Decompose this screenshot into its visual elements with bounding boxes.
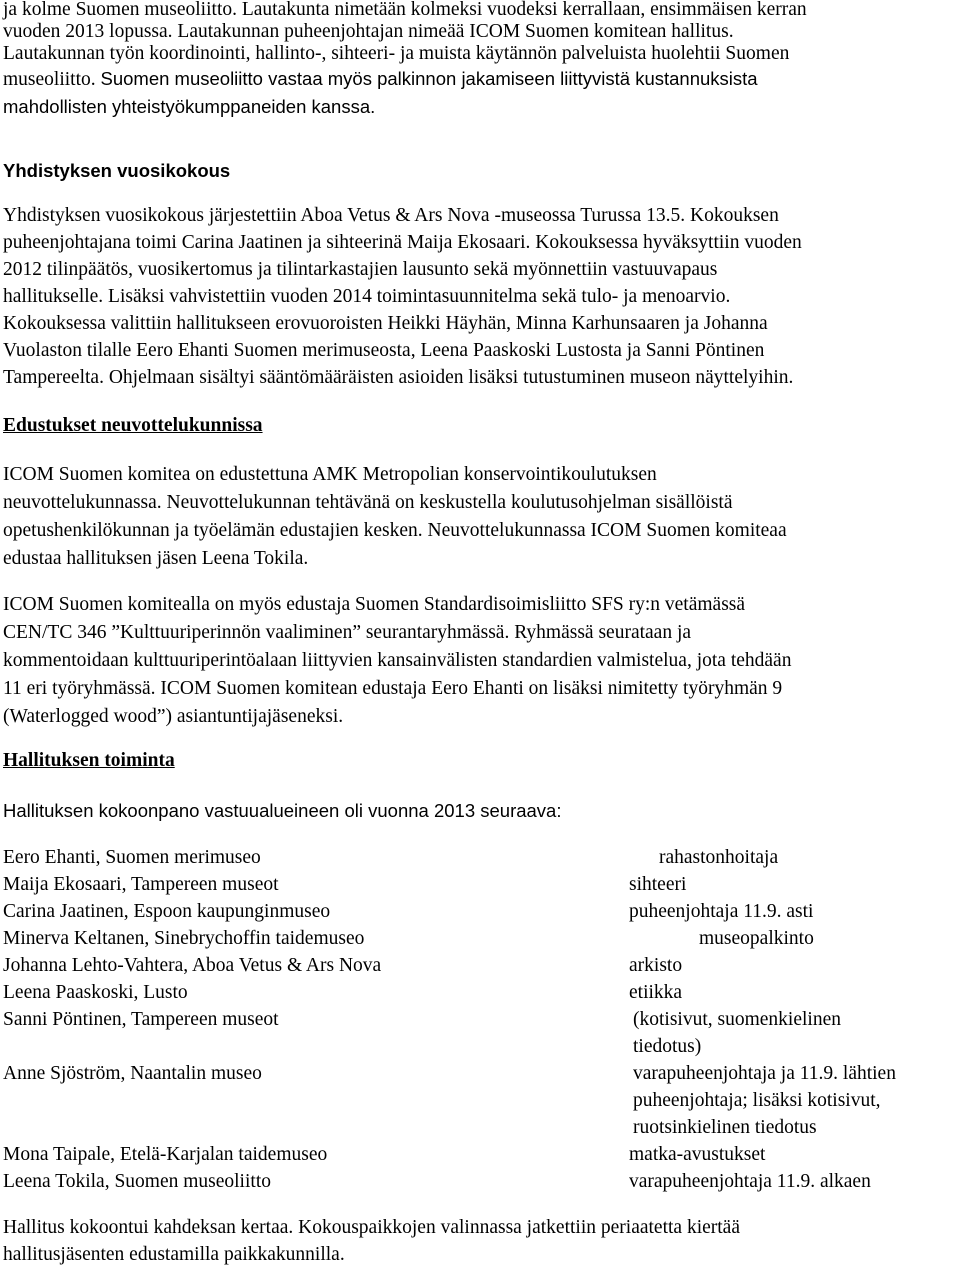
section-vuosikokous — [3, 157, 230, 184]
text-line: Hallitus kokoontui kahdeksan kertaa. Kokouspaikkojen valinnassa jatkettiin periaatetta kiertää — [3, 1217, 740, 1238]
text-fragment: Suomen museoliitto vastaa myös palkinnon jakamiseen liittyvistä kustannuksista — [100, 68, 758, 89]
member-name: Maija Ekosaari, Tampereen museot — [3, 874, 279, 895]
text-line: puheenjohtajana toimi Carina Jaatinen ja sihteerinä Maija Ekosaari. Kokouksessa hyväksyttiin vuoden — [3, 232, 802, 253]
text-line: kommentoidaan kulttuuriperintöalaan liittyvien kansainvälisten standardien valmistelua, jota tehdään — [3, 650, 792, 671]
member-role: varapuheenjohtaja ja 11.9. lähtien — [633, 1063, 896, 1084]
text-fragment: museoliitto. — [3, 69, 96, 90]
member-role: matka-avustukset — [629, 1144, 766, 1165]
member-name: Johanna Lehto-Vahtera, Aboa Vetus & Ars Nova — [3, 955, 382, 976]
member-role: puheenjohtaja; lisäksi kotisivut, — [633, 1090, 881, 1111]
hallitus-intro — [3, 797, 562, 824]
member-name: Carina Jaatinen, Espoon kaupunginmuseo — [3, 901, 331, 922]
table-row — [3, 1168, 958, 1195]
section-heading: Hallituksen toiminta — [3, 750, 175, 771]
vuosikokous-paragraph — [3, 202, 802, 391]
member-role: tiedotus) — [633, 1036, 702, 1057]
table-row — [3, 898, 958, 925]
text-line: hallitukselle. Lisäksi vahvistettiin vuoden 2014 toimintasuunnitelma sekä tulo- ja menoarvio. — [3, 286, 731, 307]
edustukset-paragraph-1 — [3, 461, 787, 573]
hallitus-outro — [3, 1214, 740, 1268]
member-name: Eero Ehanti, Suomen merimuseo — [3, 847, 261, 868]
table-row — [3, 1060, 958, 1087]
text-line: ICOM Suomen komitea on edustettuna AMK Metropolian konservointikoulutuksen — [3, 464, 657, 485]
table-row — [3, 871, 958, 898]
table-row — [3, 1006, 958, 1033]
table-row — [3, 1114, 958, 1141]
text-line: ICOM Suomen komitealla on myös edustaja Suomen Standardisoimisliitto SFS ry:n vetämässä — [3, 594, 746, 615]
text-line: opetushenkilökunnan ja työelämän edustajien kesken. Neuvottelukunnassa ICOM Suomen komiteaa — [3, 520, 787, 541]
member-name: Leena Paaskoski, Lusto — [3, 982, 188, 1003]
member-role: (kotisivut, suomenkielinen — [633, 1009, 841, 1030]
table-row — [3, 844, 958, 871]
text-line: neuvottelukunnassa. Neuvottelukunnan tehtävänä on keskustella koulutusohjelman sisällöistä — [3, 492, 733, 513]
text-line: mahdollisten yhteistyökumppaneiden kanssa. — [3, 96, 376, 117]
intro-paragraph — [3, 0, 807, 120]
table-row — [3, 952, 958, 979]
text-line: CEN/TC 346 ”Kulttuuriperinnön vaaliminen” seurantaryhmässä. Ryhmässä seurataan ja — [3, 622, 692, 643]
member-role: varapuheenjohtaja 11.9. alkaen — [629, 1171, 871, 1192]
member-name: Sanni Pöntinen, Tampereen museot — [3, 1009, 279, 1030]
text-line: Vuolaston tilalle Eero Ehanti Suomen merimuseosta, Leena Paaskoski Lustosta ja Sanni Pöntinen — [3, 340, 765, 361]
text-line: ja kolme Suomen museoliitto. Lautakunta nimetään kolmeksi vuodeksi kerrallaan, ensimmäisen kerran — [3, 0, 807, 20]
text-line: vuoden 2013 lopussa. Lautakunnan puheenjohtajan nimeää ICOM Suomen komitean hallitus. — [3, 21, 734, 42]
member-role: rahastonhoitaja — [659, 847, 779, 868]
member-role: puheenjohtaja 11.9. asti — [629, 901, 814, 922]
text-line: (Waterlogged wood”) asiantuntijajäseneksi. — [3, 706, 344, 727]
table-row — [3, 925, 958, 952]
text-line: Tampereelta. Ohjelmaan sisältyi sääntömääräisten asioiden lisäksi tutustuminen museon näyttelyihin. — [3, 367, 794, 388]
text-line: 2012 tilinpäätös, vuosikertomus ja tilintarkastajien lausunto sekä myönnettiin vastuuvapaus — [3, 259, 718, 280]
text-line: hallitusjäsenten edustamilla paikkakunnilla. — [3, 1244, 345, 1265]
text-line: Hallituksen kokoonpano vastuualueineen oli vuonna 2013 seuraava: — [3, 800, 562, 821]
table-row — [3, 1033, 958, 1060]
table-row — [3, 979, 958, 1006]
text-line: 11 eri työryhmässä. ICOM Suomen komitean edustaja Eero Ehanti on lisäksi nimitetty työryhmän 9 — [3, 678, 783, 699]
member-name: Leena Tokila, Suomen museoliitto — [3, 1171, 271, 1192]
text-line: Kokouksessa valittiin hallitukseen erovuoroisten Heikki Häyhän, Minna Karhunsaaren ja Johanna — [3, 313, 768, 334]
text-line — [3, 65, 807, 93]
board-members-table — [3, 844, 958, 1195]
member-name: Minerva Keltanen, Sinebrychoffin taidemuseo — [3, 928, 365, 949]
text-line: edustaa hallituksen jäsen Leena Tokila. — [3, 548, 309, 569]
table-row — [3, 1141, 958, 1168]
member-name: Anne Sjöström, Naantalin museo — [3, 1063, 262, 1084]
member-role: arkisto — [629, 955, 683, 976]
section-heading: Yhdistyksen vuosikokous — [3, 160, 231, 181]
member-role: ruotsinkielinen tiedotus — [633, 1117, 817, 1138]
member-role: etiikka — [629, 982, 683, 1003]
table-row — [3, 1087, 958, 1114]
text-line: Yhdistyksen vuosikokous järjestettiin Aboa Vetus & Ars Nova -museossa Turussa 13.5. Kokouksen — [3, 205, 779, 226]
edustukset-paragraph-2 — [3, 591, 791, 731]
member-role: museopalkinto — [699, 928, 814, 949]
section-heading: Edustukset neuvottelukunnissa — [3, 415, 263, 436]
member-role: sihteeri — [629, 874, 687, 895]
section-hallitus — [3, 747, 175, 774]
section-edustukset — [3, 412, 263, 439]
text-line: Lautakunnan työn koordinointi, hallinto-, sihteeri- ja muista käytännön palveluista huolehtii Suomen — [3, 43, 790, 64]
member-name: Mona Taipale, Etelä-Karjalan taidemuseo — [3, 1144, 328, 1165]
